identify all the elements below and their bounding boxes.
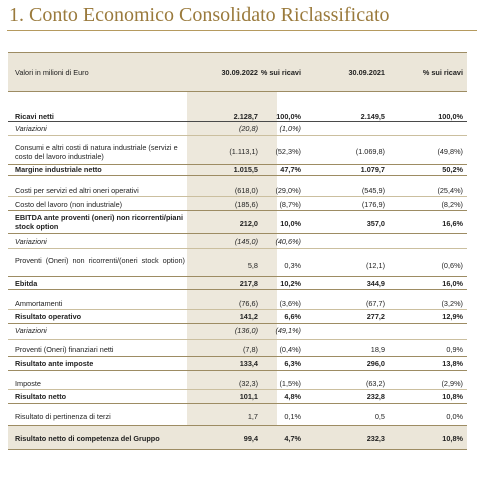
row-value: (176,9): [361, 200, 385, 209]
row-value: (0,4%): [279, 345, 301, 354]
rule: [8, 389, 467, 390]
row-label-margine: Margine industriale netto: [15, 165, 102, 174]
row-label-ammortamenti: Ammortamenti: [15, 299, 63, 308]
row-value: 133,4: [239, 359, 258, 368]
row-value: 344,9: [366, 279, 385, 288]
row-value: (185,6): [234, 200, 258, 209]
row-label-variazioni: Variazioni: [15, 124, 47, 133]
row-label-risultato-operativo: Risultato operativo: [15, 312, 82, 321]
row-value: 18,9: [370, 345, 385, 354]
row-value: 16,6%: [442, 219, 463, 228]
row-label-costi-servizi: Costi per servizi ed altri oneri operativi: [15, 186, 139, 195]
row-value: 100,0%: [438, 112, 463, 121]
row-label-ebitda-ante: EBITDA ante proventi (oneri) non ricorrenti/piani stock option: [15, 213, 183, 231]
row-value: 5,8: [247, 261, 258, 270]
rule: [8, 175, 467, 176]
row-value: (76,6): [238, 299, 258, 308]
col-header-pct-2022: % sui ricavi: [260, 68, 301, 77]
row-value: (52,3%): [275, 147, 301, 156]
row-value: (25,4%): [437, 186, 463, 195]
units-label: Valori in milioni di Euro: [15, 68, 89, 77]
rule: [8, 276, 467, 277]
rule: [8, 339, 467, 340]
row-value: 0,5: [374, 412, 385, 421]
rule: [8, 309, 467, 310]
row-value: 12,9%: [442, 312, 463, 321]
row-value: 232,8: [366, 392, 385, 401]
row-value: 0,3%: [284, 261, 301, 270]
current-year-column-highlight: [187, 92, 277, 449]
row-value: 1,7: [247, 412, 258, 421]
row-value: (1,0%): [279, 124, 301, 133]
row-value: 10,8%: [442, 434, 463, 443]
row-label-consumi: Consumi e altri costi di natura industriale (servizi e costo del lavoro industriale): [15, 143, 178, 161]
row-value: 232,3: [366, 434, 385, 443]
row-value: 4,7%: [284, 434, 301, 443]
row-label-ricavi-netti: Ricavi netti: [15, 112, 54, 121]
row-value: 277,2: [366, 312, 385, 321]
col-header-2021: 30.09.2021: [348, 68, 385, 77]
row-value: (8,2%): [441, 200, 463, 209]
row-value: 16,0%: [442, 279, 463, 288]
rule: [8, 403, 467, 404]
row-value: (0,6%): [441, 261, 463, 270]
row-value: 1.015,5: [233, 165, 258, 174]
col-header-2022: 30.09.2022: [221, 68, 258, 77]
row-value: (40,6%): [275, 237, 301, 246]
page-title: 1. Conto Economico Consolidato Riclassificato: [9, 4, 390, 26]
col-header-pct-2021: % sui ricavi: [422, 68, 463, 77]
rule: [8, 233, 467, 234]
row-label-variazioni: Variazioni: [15, 326, 47, 335]
rule: [8, 425, 467, 426]
row-value: 217,8: [239, 279, 258, 288]
row-value: 357,0: [366, 219, 385, 228]
row-value: (1,5%): [279, 379, 301, 388]
row-value: 50,2%: [442, 165, 463, 174]
title-rule: [7, 30, 477, 31]
row-value: (12,1): [365, 261, 385, 270]
row-value: 10,8%: [442, 392, 463, 401]
row-value: (1.113,1): [229, 147, 258, 156]
rule: [8, 323, 467, 324]
row-value: 1.079,7: [360, 165, 385, 174]
row-value: (29,0%): [275, 186, 301, 195]
row-value: (20,8): [238, 124, 258, 133]
row-value: 0,1%: [284, 412, 301, 421]
row-value: 13,8%: [442, 359, 463, 368]
row-value: 100,0%: [276, 112, 301, 121]
row-label-risultato-gruppo: Risultato netto di competenza del Gruppo: [15, 434, 160, 443]
row-label-costo-lavoro: Costo del lavoro (non industriale): [15, 200, 123, 209]
row-label-risultato-ante-imposte: Risultato ante imposte: [15, 359, 94, 368]
row-label-proventi-non-ricorrenti: Proventi (Oneri) non ricorrenti/(oneri stock option): [15, 256, 185, 265]
row-label-proventi-finanziari: Proventi (Oneri) finanziari netti: [15, 345, 114, 354]
row-value: (49,8%): [437, 147, 463, 156]
rule: [8, 196, 467, 197]
rule: [8, 210, 467, 211]
row-value: 141,2: [239, 312, 258, 321]
row-value: (618,0): [234, 186, 258, 195]
rule: [8, 289, 467, 290]
row-value: (145,0): [234, 237, 258, 246]
row-value: (67,7): [365, 299, 385, 308]
row-value: 2.149,5: [360, 112, 385, 121]
row-value: 10,0%: [280, 219, 301, 228]
rule: [8, 135, 467, 136]
row-label-ebitda: Ebitda: [15, 279, 38, 288]
row-value: (1.069,8): [355, 147, 385, 156]
row-value: (545,9): [361, 186, 385, 195]
row-value: 4,8%: [284, 392, 301, 401]
row-value: 6,6%: [284, 312, 301, 321]
row-label-pertinenza-terzi: Risultato di pertinenza di terzi: [15, 412, 111, 421]
row-value: (2,9%): [441, 379, 463, 388]
row-value: 296,0: [366, 359, 385, 368]
row-label-risultato-netto: Risultato netto: [15, 392, 67, 401]
row-value: 99,4: [243, 434, 258, 443]
row-value: (7,8): [242, 345, 258, 354]
header-top-rule: [8, 52, 467, 53]
row-value: 10,2%: [280, 279, 301, 288]
row-value: 101,1: [239, 392, 258, 401]
row-value: (3,6%): [279, 299, 301, 308]
row-value: 0,9%: [446, 345, 463, 354]
row-value: 6,3%: [284, 359, 301, 368]
rule: [8, 370, 467, 371]
row-label-variazioni: Variazioni: [15, 237, 47, 246]
row-value: 212,0: [239, 219, 258, 228]
row-value: (32,3): [238, 379, 258, 388]
row-value: 2.128,7: [233, 112, 258, 121]
rule: [8, 248, 467, 249]
row-value: 47,7%: [280, 165, 301, 174]
row-value: (8,7%): [279, 200, 301, 209]
row-value: 0,0%: [446, 412, 463, 421]
rule: [8, 356, 467, 357]
row-value: (136,0): [234, 326, 258, 335]
rule: [8, 121, 467, 122]
row-value: (49,1%): [275, 326, 301, 335]
row-value: (3,2%): [441, 299, 463, 308]
row-value: (63,2): [365, 379, 385, 388]
row-label-imposte: Imposte: [15, 379, 41, 388]
rule: [8, 449, 467, 450]
